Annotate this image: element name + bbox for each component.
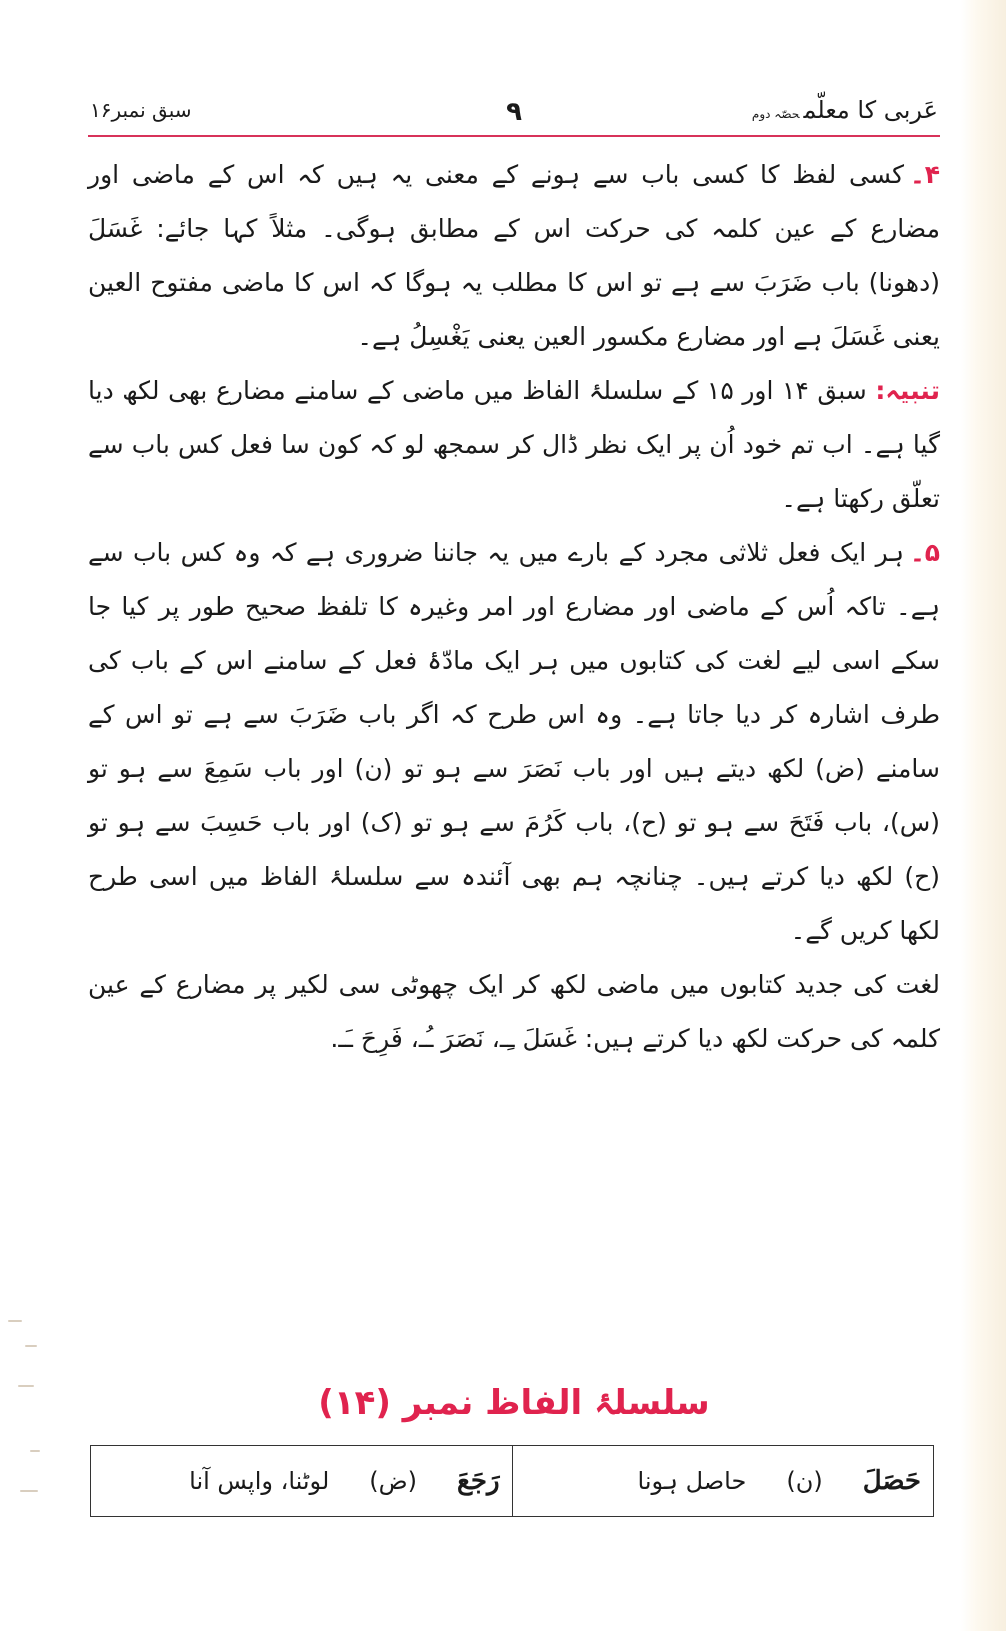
vocab-cell: [91, 1446, 513, 1517]
page-number: ۹: [506, 97, 522, 127]
vocab-word: رَجَعَ: [457, 1466, 500, 1496]
book-part: حصّہ دوم: [751, 107, 800, 121]
vocab-meaning: حاصل ہونا: [637, 1467, 747, 1495]
paragraph-number: ۵۔: [910, 538, 940, 567]
paragraph-text: ہر ایک فعل ثلاثی مجرد کے بارے میں یہ جاننا ضروری ہے کہ وہ کس باب سے ہے۔ تاکہ اُس کے ماضی اور مضارع اور امر وغیرہ کا تلفظ صحیح طور پر کیا جا سکے اسی لیے لغت کی کتابوں میں ہر ایک مادّۂ فعل کے سامنے اس کے باب کی طرف اشارہ کر دیا جاتا ہے۔ وہ اس طرح کہ اگر باب ضَرَبَ سے ہے تو اس کے سامنے (ض) لکھ دیتے ہیں اور باب نَصَرَ سے ہو تو (ن) اور باب سَمِعَ سے ہو تو (س)، باب فَتَحَ سے ہو تو (ح)، باب کَرُمَ سے ہو تو (ک) اور باب حَسِبَ سے ہو تو (ح) لکھ دیا کرتے ہیں۔ چنانچہ ہم بھی آئندہ سے سلسلۂ الفاظ میں اسی طرح لکھا کریں گے۔: [88, 538, 940, 945]
note-paragraph: [88, 364, 940, 526]
header-divider: [88, 135, 940, 137]
note-text: سبق ۱۴ اور ۱۵ کے سلسلۂ الفاظ میں ماضی کے سامنے مضارع بھی لکھ دیا گیا ہے۔ اب تم خود اُن پر ایک نظر ڈال کر سمجھ لو کہ کون سا فعل کس باب سے تعلّق رکھتا ہے۔: [88, 376, 940, 513]
paragraph-5: [88, 526, 940, 958]
paragraph-4: [88, 148, 940, 364]
page-header: [90, 92, 938, 132]
table-row: [91, 1446, 934, 1517]
paragraph-number: ۴۔: [910, 160, 940, 189]
scan-specks: [0, 1300, 80, 1500]
vocab-word: حَصَلَ: [862, 1466, 921, 1496]
book-title-text: عَربی کا معلّم: [803, 96, 938, 124]
vocab-section-title: سلسلۂ الفاظ نمبر (۱۴): [318, 1383, 710, 1423]
vocab-meaning: لوٹنا، واپس آنا: [189, 1467, 330, 1495]
paragraph-text: کسی لفظ کا کسی باب سے ہونے کے معنی یہ ہیں کہ اس کے ماضی اور مضارع کے عین کلمہ کی حرکت اس کے مطابق ہوگی۔ مثلاً کہا جائے: غَسَلَ (دھونا) باب ضَرَبَ سے ہے تو اس کا مطلب یہ ہوگا کہ اس کا ماضی مفتوح العین یعنی غَسَلَ ہے اور مضارع مکسور العین یعنی یَغْسِلُ ہے۔: [88, 160, 940, 351]
page-edge-shadow: [960, 0, 1006, 1631]
paragraph-text: لغت کی جدید کتابوں میں ماضی لکھ کر ایک چھوٹی سی لکیر پر مضارع کے عین کلمہ کی حرکت لکھ دیا کرتے ہیں: غَسَلَ ـِـ، نَصَرَ ـُـ، فَرِحَ ـَـ.: [88, 970, 940, 1053]
lesson-number: سبق نمبر۱۶: [90, 98, 192, 122]
vocab-table: [90, 1445, 934, 1517]
page-body: [88, 148, 940, 1066]
note-label: تنبیہ:: [875, 376, 940, 405]
vocab-bab: (ن): [786, 1467, 823, 1495]
vocab-bab: (ض): [369, 1467, 418, 1495]
dictionary-note-paragraph: [88, 958, 940, 1066]
vocab-cell: [512, 1446, 934, 1517]
